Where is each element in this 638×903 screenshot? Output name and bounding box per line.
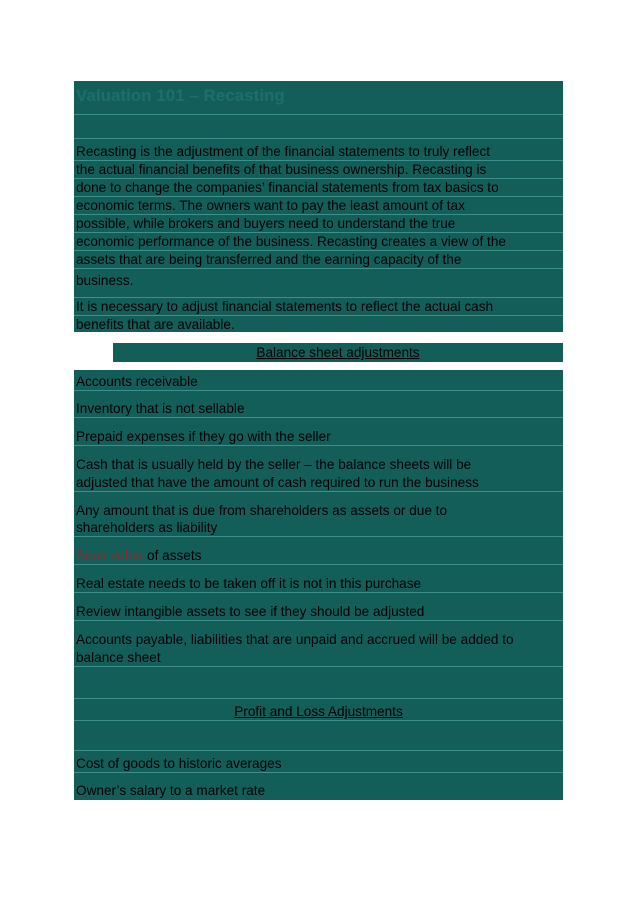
spacer-row — [74, 677, 563, 699]
list-item: Real estate needs to be taken off it is not in this purchase — [74, 575, 563, 593]
spacer-row — [74, 729, 563, 751]
list-item: Any amount that is due from shareholders as assets or due to — [76, 503, 448, 518]
book-value-link[interactable]: Book value — [76, 548, 144, 563]
intro-line: possible, while brokers and buyers need to understand the true — [74, 215, 563, 233]
note-line: It is necessary to adjust financial statements to reflect the actual cash — [74, 297, 563, 316]
intro-line: assets that are being transferred and the earning capacity of the — [74, 251, 563, 269]
intro-line: done to change the companies’ financial statements from tax basics to — [74, 179, 563, 197]
intro-line: economic terms. The owners want to pay the least amount of tax — [74, 197, 563, 215]
balance-heading-block — [113, 343, 563, 362]
list-item-book-value — [74, 547, 563, 565]
list-item: Accounts receivable — [74, 373, 563, 391]
intro-line: the actual financial benefits of that business ownership. Recasting is — [74, 161, 563, 179]
note-line: benefits that are available. — [76, 317, 235, 332]
list-item: Prepaid expenses if they go with the seller — [74, 428, 563, 446]
intro-block — [74, 81, 563, 332]
list-item: Accounts payable, liabilities that are unpaid and accrued will be added to — [76, 632, 514, 647]
spacer-row — [74, 114, 563, 139]
list-item: Review intangible assets to see if they should be adjusted — [74, 603, 563, 621]
list-item-cont: adjusted that have the amount of cash required to run the business — [74, 474, 563, 492]
intro-line: Recasting is the adjustment of the financial statements to truly reflect — [74, 143, 563, 161]
list-item: Cost of goods to historic averages — [74, 755, 563, 773]
page-title: Valuation 101 – Recasting — [76, 86, 285, 105]
intro-line: economic performance of the business. Recasting creates a view of the — [74, 233, 563, 251]
list-item: Cash that is usually held by the seller – the balance sheets will be — [76, 457, 472, 472]
pl-heading: Profit and Loss Adjustments — [74, 703, 563, 721]
list-item-cont: shareholders as liability — [74, 519, 563, 537]
list-item: Inventory that is not sellable — [74, 400, 563, 418]
list-item-cont: balance sheet — [74, 649, 563, 667]
items-block — [74, 370, 563, 800]
book-value-rest: of assets — [143, 548, 202, 563]
list-item: Owner’s salary to a market rate — [76, 783, 266, 798]
intro-line: business. — [76, 273, 134, 288]
balance-heading: Balance sheet adjustments — [256, 345, 420, 360]
